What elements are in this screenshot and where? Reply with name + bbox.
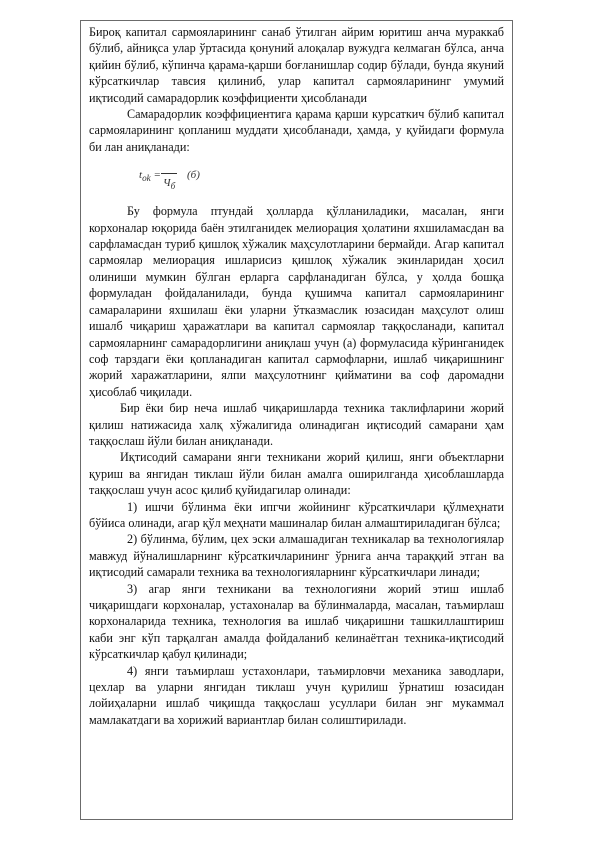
document-body [89, 24, 504, 728]
payback-formula [89, 155, 504, 203]
formula-label: (б) [187, 169, 200, 182]
paragraph-2: Самарадорлик коэффициентига қарама қарши курсаткич бўлиб капитал сармояларининг қопланиш муддати ҳисобланади, ҳамда, у қуйидаги формула би лан аниқланади: [89, 107, 504, 154]
paragraph-5: Иқтисодий самарани янги техникани жорий қилиш, янги объектларни қуриш ва янгидан тиклаш йўли билан амалга оширилганда ҳисоблашларда таққослаш учун асос қилиб қуйидагилар олинади: [89, 450, 504, 498]
formula-denominator: $Ч_б$ [161, 173, 177, 195]
paragraph-4: Бир ёки бир неча ишлаб чиқаришларда техника таклифларини жорий қилиш натижасида халқ хўжалигида олинадиган иқтисодий самарани ҳам таққослаш йўли билан аниқланади. [89, 401, 504, 448]
paragraph-3: Бу формула птундай ҳолларда қўлланиладики, масалан, янги корхоналар юқорида баён этилганидек мелиорация ҳолатини яхшиламасдан ва сарфламасдан туриб қишлоқ хўжалик маҳсулотларини бермайди. Агар капитал сармоялар мелиорация ишларисиз қишлоқ хўжалик экинларидан ҳосил олиниши мумкин бўлган ерларга сарфланадиган бўлса, у ҳолда бошқа формуладан фойдаланилади, бунда қушимча капитал сармояларининг самараларини яхшилаш ёки уларни ўтказмаслик юзасидан маҳсулот олиш ишалб чиқариш ҳаражатлари ва капитал сармоялар таққосланади, капитал сармояларнинг самарадорлигини аниқлаш учун (а) формуласида кўринганидек соф тарздаги ёки қопланадиган капитал сармофларни, ишлаб чиқаришнинг жорий харажатларини, ялпи маҳсулотнинг қийматини ва соф даромадни ҳисоблаб чиқилади. [89, 204, 504, 399]
formula-lhs: $t_{ok}$ = [139, 169, 161, 184]
formula-numerator [161, 161, 177, 173]
list-item-4: 4) янги таъмирлаш устахонлари, таъмирловчи механика заводлари, цехлар ва уларни янгидан тиклаш учун қурилиш ўрнатиш юзасидан лойиҳаларни ишлаб чиқишда таққослаш усуллари билан энг мукаммал мамлакатдаги ва хорижий вариантлар билан солиштирилади. [89, 663, 504, 727]
paragraph-1: Бироқ капитал сармояларининг санаб ўтилган айрим юритиш анча мураккаб бўлиб, айниқса улар ўртасида қонуний алоқалар вужудга келмаган бўлса, анча қийин бўлиб, кўпинча қарама-қарши боғланишлар содир бўлади, бунда якуний кўрсаткичлар тавсия қилиниб, улар капитал сармояларининг умумий иқтисодий самарадорлик коэффициенти ҳисобланади [89, 25, 504, 105]
list-item-2: 2) бўлинма, бўлим, цех эски алмашадиган техникалар ва технологиялар мавжуд йўналишларнинг кўрсаткичларининг ўрнига анча тараққий этган ва иқтисодий самарали техника ва технологияларнинг кўрсаткичлари линади; [89, 532, 504, 580]
formula-fraction [161, 161, 177, 195]
list-item-3: 3) агар янги техникани ва технологияни жорий этиш ишлаб чиқаришдаги корхоналар, устахоналар ва бўлинмаларда, масалан, таъмирлаш корхоналарида техника, технология ва ишлаб чиқаришни ташкиллаштириш каби энг кўп тарқалган амалда фойдаланиб келинаётган техника-иқтисодий кўрсаткичлар қабул қилинади; [89, 581, 504, 662]
list-item-1: 1) ишчи бўлинма ёки ипгчи жойининг кўрсаткичлари қўлмеҳнати бўйиса олинади, агар қўл меҳнати машиналар билан алмаштириладиган бўлса; [89, 499, 504, 530]
